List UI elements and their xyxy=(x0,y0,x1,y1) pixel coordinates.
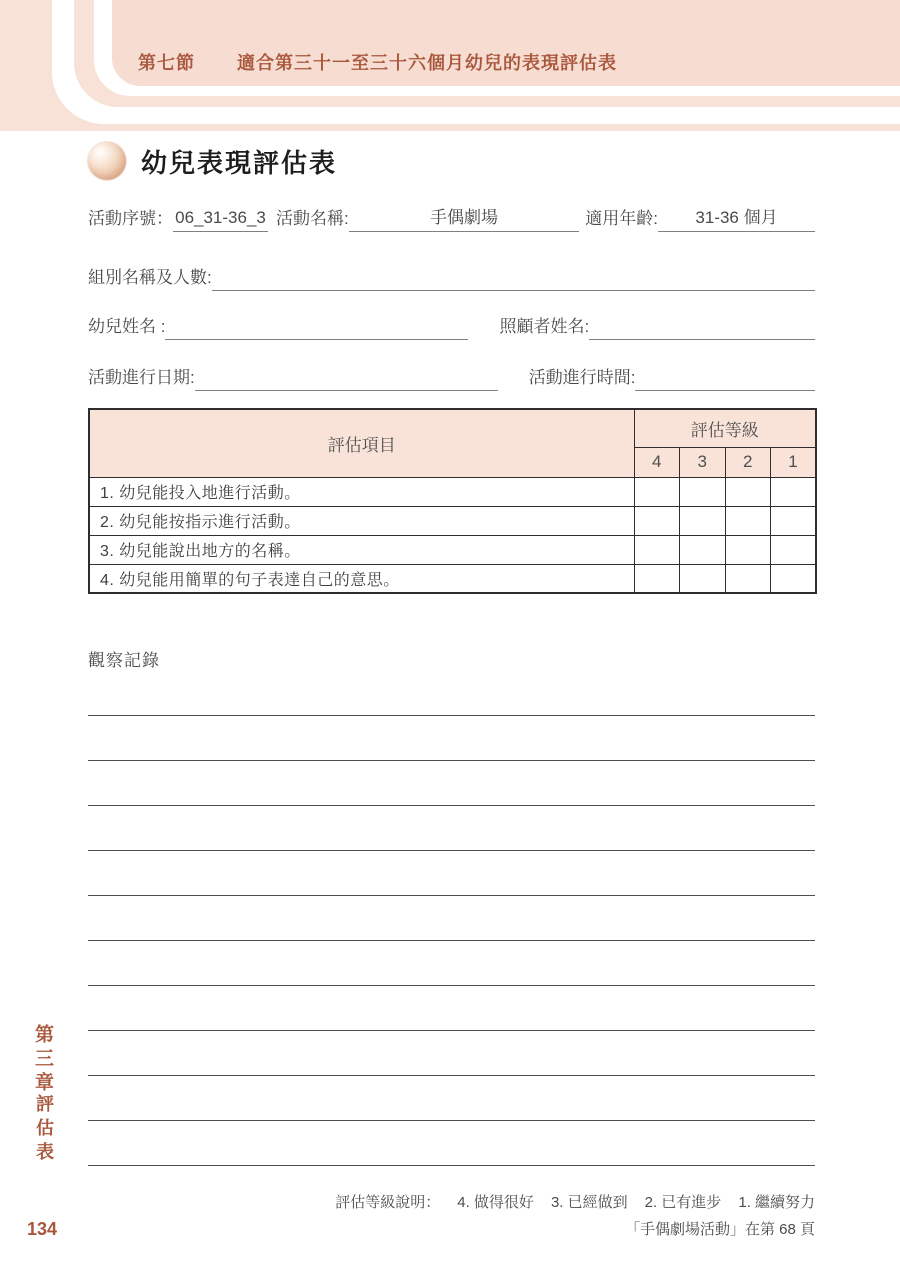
table-row xyxy=(89,564,816,593)
field-row-names xyxy=(88,312,815,340)
document-title: 幼兒表現評估表 xyxy=(141,147,338,178)
date-value xyxy=(195,369,498,391)
grade-cell xyxy=(725,506,771,535)
table-row xyxy=(89,477,816,506)
grade-cell xyxy=(680,535,726,564)
field-row-activity xyxy=(88,203,815,232)
group-label: 組別名稱及人數: xyxy=(88,268,212,287)
ruled-line xyxy=(88,805,815,806)
page-header xyxy=(0,0,900,131)
activity-name-label: 活動名稱: xyxy=(276,209,349,228)
ruled-line xyxy=(88,1165,815,1166)
ruled-line xyxy=(88,1120,815,1121)
grade-cell xyxy=(680,564,726,593)
grade-cell xyxy=(634,535,680,564)
group-value xyxy=(212,269,815,291)
child-name-value xyxy=(165,318,468,340)
pearl-icon xyxy=(88,142,126,180)
legend-item: 4. 做得很好 xyxy=(457,1194,534,1211)
field-row-group xyxy=(88,263,815,291)
ruled-line xyxy=(88,940,815,941)
item-text: 3. 幼兒能說出地方的名稱。 xyxy=(89,535,634,564)
form-body xyxy=(88,141,815,1166)
header-title-box xyxy=(112,0,900,86)
item-text: 4. 幼兒能用簡單的句子表達自己的意思。 xyxy=(89,564,634,593)
grade-level-1: 1 xyxy=(771,447,817,477)
carer-name-value xyxy=(589,318,815,340)
table-row xyxy=(89,506,816,535)
child-name-label: 幼兒姓名 : xyxy=(88,317,166,336)
grade-cell xyxy=(634,477,680,506)
ruled-line xyxy=(88,1030,815,1031)
carer-name-label: 照顧者姓名: xyxy=(499,317,590,336)
assessment-table xyxy=(88,408,817,594)
items-header-cell: 評估項目 xyxy=(89,409,634,477)
page-number: 134 xyxy=(27,1219,58,1239)
activity-no-label: 活動序號： xyxy=(88,209,173,228)
grade-cell xyxy=(725,535,771,564)
legend-item: 3. 已經做到 xyxy=(550,1194,628,1211)
observation-lines xyxy=(88,715,815,1166)
grade-cell xyxy=(725,564,771,593)
age-range-value: 31-36 個月 xyxy=(658,203,815,232)
section-number: 第七節 xyxy=(138,53,195,73)
grade-cell xyxy=(771,477,817,506)
field-row-datetime xyxy=(88,363,815,391)
grade-cell xyxy=(680,477,726,506)
sidebar-section: 評估表 xyxy=(34,1094,54,1166)
table-row xyxy=(89,535,816,564)
time-value xyxy=(635,369,815,391)
table-header-row xyxy=(89,409,816,447)
ruled-line xyxy=(88,895,815,896)
section-title: 適合第三十一至三十六個月幼兒的表現評估表 xyxy=(237,53,617,73)
date-label: 活動進行日期: xyxy=(88,368,195,387)
grade-cell xyxy=(634,506,680,535)
grade-cell xyxy=(771,506,817,535)
grade-cell xyxy=(771,564,817,593)
ruled-line xyxy=(88,715,815,716)
observation-label: 觀察記錄 xyxy=(88,651,160,670)
grade-cell xyxy=(771,535,817,564)
grade-level-3: 3 xyxy=(680,447,726,477)
activity-reference: 「手偶劇場活動」在第 68 頁 xyxy=(624,1221,815,1238)
grade-cell xyxy=(634,564,680,593)
sidebar-chapter: 第三章 xyxy=(32,1024,53,1096)
ruled-line xyxy=(88,1075,815,1076)
legend-item: 2. 已有進步 xyxy=(644,1194,722,1211)
activity-no-value: 06_31-36_3 xyxy=(173,208,268,232)
legend-item: 1. 繼續努力 xyxy=(738,1194,815,1211)
item-text: 2. 幼兒能按指示進行活動。 xyxy=(89,506,634,535)
legend-label: 評估等級說明： xyxy=(335,1194,441,1211)
time-label: 活動進行時間: xyxy=(528,368,636,387)
age-range-label: 適用年齡: xyxy=(585,209,658,228)
grade-header-cell: 評估等級 xyxy=(634,409,816,447)
item-text: 1. 幼兒能投入地進行活動。 xyxy=(89,477,634,506)
ruled-line xyxy=(88,985,815,986)
grade-cell xyxy=(680,506,726,535)
ruled-line xyxy=(88,760,815,761)
document-title-row xyxy=(88,141,815,181)
activity-name-value: 手偶劇場 xyxy=(349,203,580,232)
grade-level-2: 2 xyxy=(725,447,771,477)
grade-legend xyxy=(335,1191,815,1212)
grade-level-4: 4 xyxy=(634,447,680,477)
ruled-line xyxy=(88,850,815,851)
grade-cell xyxy=(725,477,771,506)
